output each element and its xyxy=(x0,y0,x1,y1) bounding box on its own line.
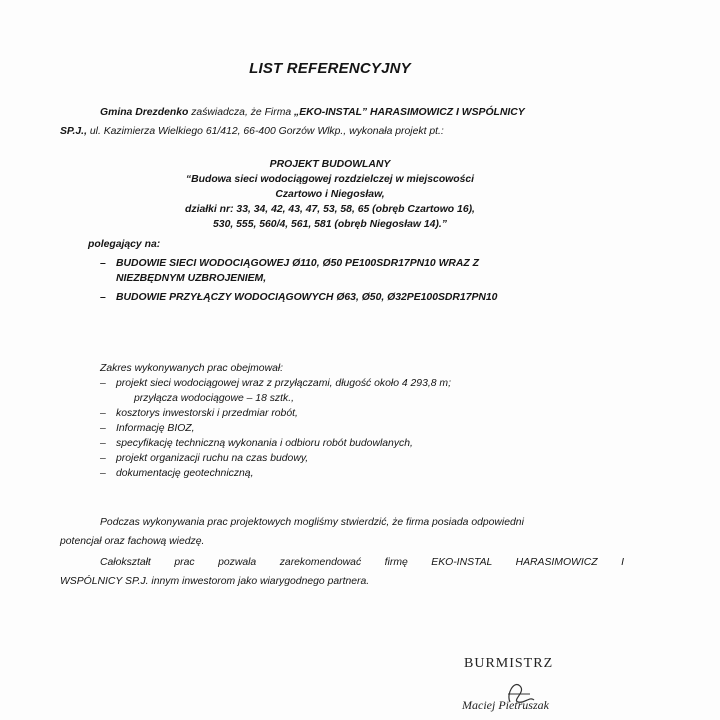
project-line: 530, 555, 560/4, 561, 581 (obręb Niegosław 14).” xyxy=(213,219,447,230)
works-item xyxy=(100,466,451,481)
works-item xyxy=(100,421,451,436)
works-item-text: przyłącza wodociągowe – 18 sztk., xyxy=(134,393,294,404)
scope-item-line: NIEZBĘDNYM UZBROJENIEM, xyxy=(116,273,267,284)
closing-paragraph-2-line-1: Całokształt prac pozwala zarekomendować firmę EKO-INSTAL HARASIMOWICZ I xyxy=(100,557,624,568)
works-item-text: kosztorys inwestorski i przedmiar robót, xyxy=(116,408,298,419)
company-address: ul. Kazimierza Wielkiego 61/412, 66-400 Gorzów Wlkp., wykonała projekt pt.: xyxy=(86,126,444,137)
signature-title: BURMISTRZ xyxy=(464,656,554,671)
dash-bullet: – xyxy=(100,408,106,419)
works-item-text: dokumentację geotechniczną, xyxy=(116,468,254,479)
company-name-suffix: SP.J., xyxy=(60,126,87,137)
intro-line-1 xyxy=(100,105,525,120)
dash-bullet: – xyxy=(100,423,106,434)
dash-bullet: – xyxy=(100,258,106,269)
scope-list xyxy=(100,256,497,305)
project-line: “Budowa sieci wodociągowej rozdzielczej w miejscowości xyxy=(185,174,475,185)
project-heading: PROJEKT BUDOWLANY xyxy=(269,159,391,170)
intro-line-2 xyxy=(60,124,444,139)
works-item-text: projekt organizacji ruchu na czas budowy, xyxy=(116,453,309,464)
scope-label: polegający na: xyxy=(88,239,161,250)
dash-bullet: – xyxy=(100,292,106,303)
scope-item-line: BUDOWIE PRZYŁĄCZY WODOCIĄGOWYCH Ø63, Ø50, Ø32PE100SDR17PN10 xyxy=(116,292,498,303)
scope-item xyxy=(100,290,497,305)
signatory-name: Maciej Pietruszak xyxy=(462,698,549,712)
dash-bullet: – xyxy=(100,438,106,449)
works-item xyxy=(100,451,451,466)
dash-bullet xyxy=(118,391,134,406)
scope-item-line: BUDOWIE SIECI WODOCIĄGOWEJ Ø110, Ø50 PE100SDR17PN10 WRAZ Z xyxy=(116,258,479,269)
works-item xyxy=(100,376,451,391)
works-item xyxy=(100,436,451,451)
scope-item xyxy=(100,256,497,286)
dash-bullet: – xyxy=(100,453,106,464)
closing-paragraph-1-line-2: potencjał oraz fachową wiedzę. xyxy=(60,536,205,547)
works-list xyxy=(100,376,451,481)
company-name: „EKO-INSTAL” HARASIMOWICZ I WSPÓLNICY xyxy=(294,107,525,118)
works-item xyxy=(100,406,451,421)
works-item-text: projekt sieci wodociągowej wraz z przyłączami, długość około 4 293,8 m; xyxy=(116,378,451,389)
project-block xyxy=(70,157,590,232)
works-item-text: Informację BIOZ, xyxy=(116,423,195,434)
closing-paragraph-1-line-1: Podczas wykonywania prac projektowych mogliśmy stwierdzić, że firma posiada odpowiedni xyxy=(100,517,524,528)
works-item xyxy=(100,391,451,406)
municipality-name: Gmina Drezdenko xyxy=(100,107,189,118)
project-line: działki nr: 33, 34, 42, 43, 47, 53, 58, 65 (obręb Czartowo 16), xyxy=(185,204,475,215)
works-label: Zakres wykonywanych prac obejmował: xyxy=(100,363,284,374)
intro-text: zaświadcza, że Firma xyxy=(188,107,295,118)
dash-bullet: – xyxy=(100,468,106,479)
project-line: Czartowo i Niegosław, xyxy=(275,189,385,200)
dash-bullet: – xyxy=(100,378,106,389)
letter-title: LIST REFERENCYJNY xyxy=(249,60,411,77)
closing-paragraph-2-line-2: WSPÓLNICY SP.J. innym inwestorom jako wiarygodnego partnera. xyxy=(60,576,370,587)
works-item-text: specyfikację techniczną wykonania i odbioru robót budowlanych, xyxy=(116,438,413,449)
